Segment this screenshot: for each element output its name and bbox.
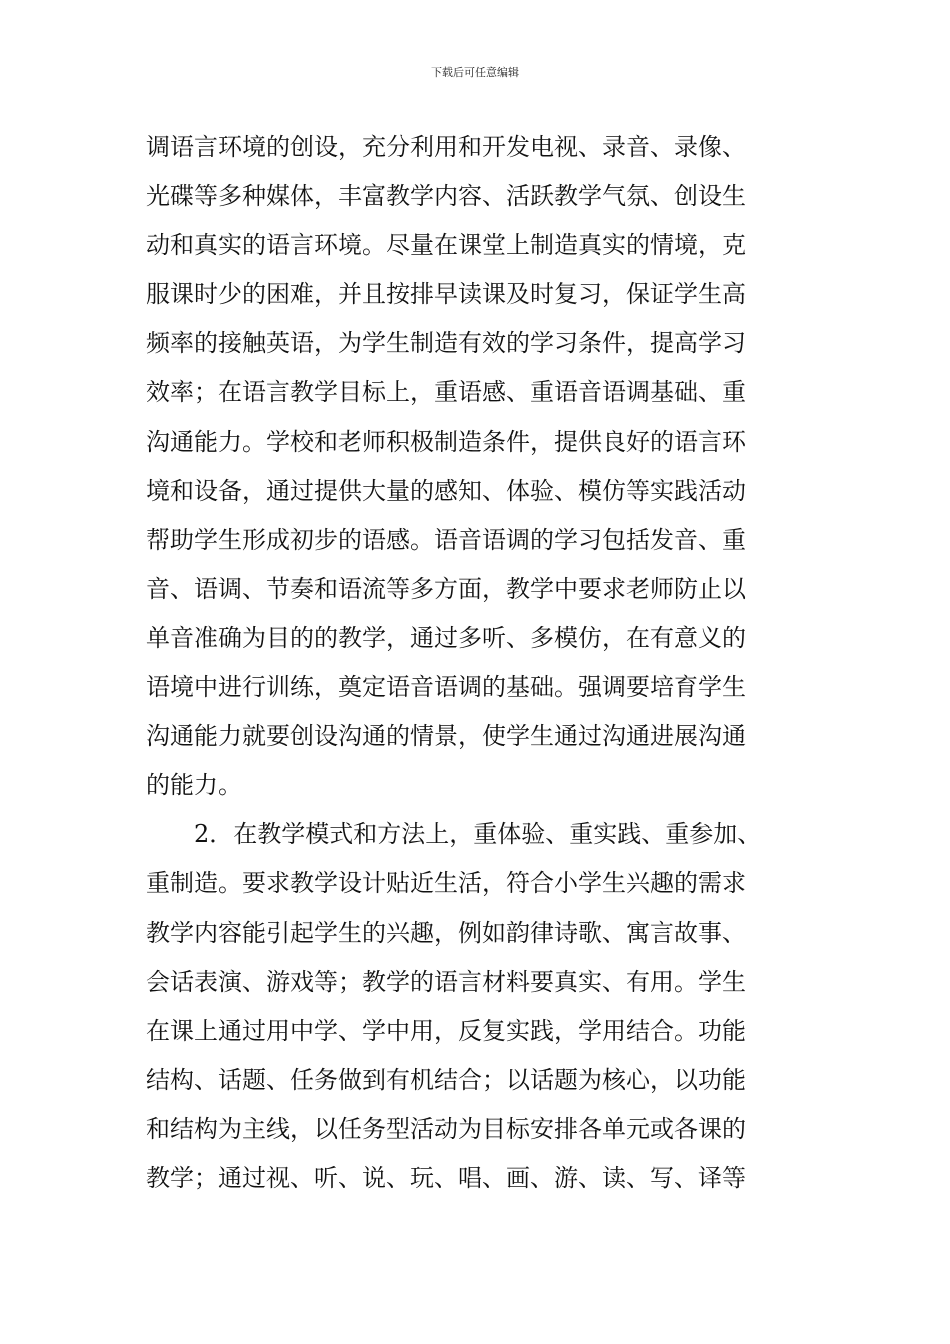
- text-line: 光碟等多种媒体，丰富教学内容、活跃教学气氛、创设生: [146, 182, 746, 211]
- text-line: 音、语调、节奏和语流等多方面，教学中要求老师防止以: [146, 574, 746, 603]
- text-line: 服课时少的困难，并且按排早读课及时复习，保证学生高: [146, 280, 746, 309]
- text-line: 频率的接触英语，为学生制造有效的学习条件，提高学习: [146, 329, 746, 358]
- text-line: 语境中进行训练，奠定语音语调的基础。强调要培育学生: [146, 673, 746, 702]
- page-header: 下载后可任意编辑: [431, 66, 519, 79]
- text-line: 沟通能力。学校和老师积极制造条件，提供良好的语言环: [146, 427, 746, 456]
- text-line: 在课上通过用中学、学中用，反复实践，学用结合。功能: [146, 1016, 746, 1045]
- text-line: 的能力。: [146, 771, 242, 800]
- paragraph-start-line: 2．在教学模式和方法上，重体验、重实践、重参加、: [194, 820, 762, 849]
- text-line: 动和真实的语言环境。尽量在课堂上制造真实的情境，克: [146, 231, 746, 260]
- text-line: 教学内容能引起学生的兴趣，例如韵律诗歌、寓言故事、: [146, 918, 746, 947]
- text-line: 结构、话题、任务做到有机结合；以话题为核心，以功能: [146, 1065, 746, 1094]
- text-line: 调语言环境的创设，充分利用和开发电视、录音、录像、: [146, 133, 746, 161]
- text-line: 帮助学生形成初步的语感。语音语调的学习包括发音、重: [146, 525, 746, 554]
- text-line: 重制造。要求教学设计贴近生活，符合小学生兴趣的需求: [146, 869, 746, 898]
- text-line: 沟通能力就要创设沟通的情景，使学生通过沟通进展沟通: [146, 722, 746, 751]
- text-line: 效率；在语言教学目标上，重语感、重语音语调基础、重: [146, 378, 746, 407]
- text-line: 单音准确为目的的教学，通过多听、多模仿，在有意义的: [146, 623, 746, 652]
- text-line: 境和设备，通过提供大量的感知、体验、模仿等实践活动: [146, 476, 746, 505]
- text-line: 会话表演、游戏等；教学的语言材料要真实、有用。学生: [146, 967, 746, 996]
- text-line: 教学；通过视、听、说、玩、唱、画、游、读、写、译等: [146, 1163, 746, 1192]
- text-line: 和结构为主线，以任务型活动为目标安排各单元或各课的: [146, 1114, 746, 1143]
- document-body: [146, 123, 816, 1203]
